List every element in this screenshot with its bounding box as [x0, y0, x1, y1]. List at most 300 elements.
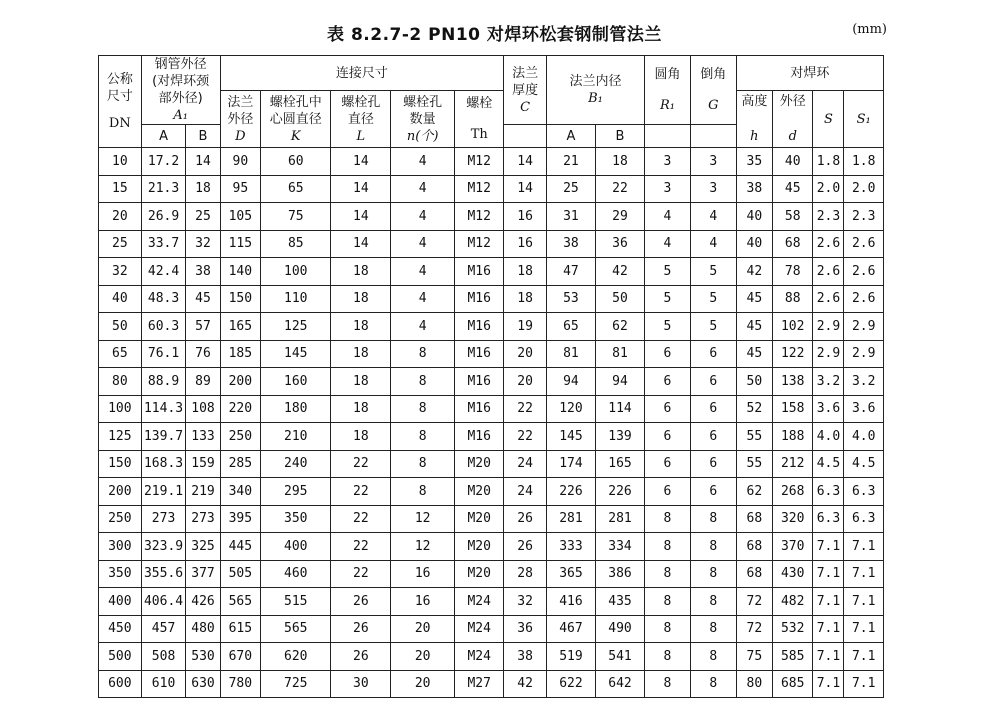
- table-cell: 26: [331, 615, 391, 643]
- table-cell: 6: [645, 450, 691, 478]
- table-cell: 565: [220, 588, 261, 616]
- table-cell: 386: [595, 560, 644, 588]
- table-cell: 55: [736, 423, 772, 451]
- table-cell: 4.0: [813, 423, 844, 451]
- table-cell: 7.1: [844, 615, 884, 643]
- table-cell: 519: [546, 643, 595, 671]
- table-cell: 25: [99, 230, 142, 258]
- table-cell: 8: [391, 395, 455, 423]
- table-cell: 250: [220, 423, 261, 451]
- table-cell: 219: [186, 478, 220, 506]
- table-cell: 30: [331, 670, 391, 698]
- header-bolt-qty: 螺栓孔 数量 n(个): [391, 91, 455, 148]
- header-bore-a: A: [546, 125, 595, 148]
- table-cell: 400: [261, 533, 331, 561]
- table-cell: 18: [504, 285, 547, 313]
- table-cell: 4: [391, 175, 455, 203]
- table-cell: 7.1: [813, 533, 844, 561]
- table-cell: 268: [772, 478, 813, 506]
- table-cell: 20: [391, 670, 455, 698]
- table-cell: 75: [261, 203, 331, 231]
- table-cell: 26: [331, 588, 391, 616]
- table-cell: 406.4: [141, 588, 186, 616]
- table-cell: 114: [595, 395, 644, 423]
- table-cell: 7.1: [844, 533, 884, 561]
- table-cell: 12: [391, 505, 455, 533]
- table-cell: 2.3: [844, 203, 884, 231]
- header-bore: 法兰内径 B₁: [546, 56, 644, 125]
- table-cell: 68: [736, 533, 772, 561]
- header-ring-s1: S₁: [844, 91, 884, 148]
- table-cell: 6: [690, 395, 736, 423]
- table-cell: 7.1: [813, 643, 844, 671]
- header-fillet: 圆角 R₁: [645, 56, 691, 125]
- table-cell: 22: [331, 533, 391, 561]
- table-cell: 40: [736, 203, 772, 231]
- table-cell: M24: [455, 615, 504, 643]
- table-cell: 8: [690, 643, 736, 671]
- table-cell: 145: [546, 423, 595, 451]
- table-cell: 622: [546, 670, 595, 698]
- header-chamfer: 倒角 G: [690, 56, 736, 125]
- table-cell: 685: [772, 670, 813, 698]
- table-cell: 105: [220, 203, 261, 231]
- table-cell: 122: [772, 340, 813, 368]
- table-row: [99, 505, 884, 533]
- table-cell: 8: [690, 533, 736, 561]
- table-cell: 60.3: [141, 313, 186, 341]
- table-cell: 515: [261, 588, 331, 616]
- table-cell: 210: [261, 423, 331, 451]
- table-row: [99, 368, 884, 396]
- table-cell: 7.1: [844, 670, 884, 698]
- table-cell: 365: [546, 560, 595, 588]
- table-cell: 16: [504, 230, 547, 258]
- table-cell: 60: [261, 148, 331, 176]
- table-cell: 55: [736, 450, 772, 478]
- table-cell: 4: [391, 203, 455, 231]
- header-c: [504, 125, 547, 148]
- table-cell: 500: [99, 643, 142, 671]
- table-cell: 530: [186, 643, 220, 671]
- table-cell: 8: [690, 505, 736, 533]
- table-cell: M12: [455, 203, 504, 231]
- table-cell: 457: [141, 615, 186, 643]
- header-ring-od: 外径 d: [772, 91, 813, 148]
- table-cell: 165: [220, 313, 261, 341]
- table-cell: M16: [455, 340, 504, 368]
- header-bolt-circle: 螺栓孔中 心圆直径 K: [261, 91, 331, 148]
- table-cell: 18: [331, 340, 391, 368]
- table-cell: 36: [595, 230, 644, 258]
- table-cell: 20: [99, 203, 142, 231]
- table-cell: 102: [772, 313, 813, 341]
- table-cell: 281: [546, 505, 595, 533]
- table-cell: 8: [391, 368, 455, 396]
- table-cell: 3.2: [813, 368, 844, 396]
- table-cell: 3.6: [844, 395, 884, 423]
- table-cell: 21: [546, 148, 595, 176]
- header-r: [645, 125, 691, 148]
- table-cell: 80: [736, 670, 772, 698]
- table-cell: 426: [186, 588, 220, 616]
- header-thickness: 法兰 厚度 C: [504, 56, 547, 125]
- table-row: [99, 203, 884, 231]
- table-cell: 16: [504, 203, 547, 231]
- table-cell: 416: [546, 588, 595, 616]
- table-cell: 18: [595, 148, 644, 176]
- table-cell: 333: [546, 533, 595, 561]
- table-cell: 32: [186, 230, 220, 258]
- header-pipe-od: 钢管外径 (对焊环颈 部外径) A₁: [141, 56, 220, 125]
- table-cell: 6: [690, 450, 736, 478]
- table-cell: 4: [391, 285, 455, 313]
- table-cell: 42.4: [141, 258, 186, 286]
- table-cell: 2.6: [844, 285, 884, 313]
- table-cell: M20: [455, 505, 504, 533]
- table-cell: M12: [455, 230, 504, 258]
- table-cell: 145: [261, 340, 331, 368]
- header-bolt-hole: 螺栓孔 直径 L: [331, 91, 391, 148]
- table-cell: 18: [186, 175, 220, 203]
- table-cell: 355.6: [141, 560, 186, 588]
- table-cell: 95: [220, 175, 261, 203]
- table-cell: 2.0: [844, 175, 884, 203]
- table-row: [99, 643, 884, 671]
- table-cell: 76: [186, 340, 220, 368]
- table-cell: 22: [331, 478, 391, 506]
- table-cell: 5: [690, 313, 736, 341]
- table-cell: 47: [546, 258, 595, 286]
- table-cell: M24: [455, 643, 504, 671]
- table-cell: 81: [546, 340, 595, 368]
- table-cell: 12: [391, 533, 455, 561]
- table-cell: 22: [504, 395, 547, 423]
- table-cell: 48.3: [141, 285, 186, 313]
- table-row: [99, 450, 884, 478]
- table-cell: M20: [455, 533, 504, 561]
- table-cell: 3: [645, 148, 691, 176]
- table-cell: 6: [690, 340, 736, 368]
- table-cell: 395: [220, 505, 261, 533]
- table-cell: 8: [690, 560, 736, 588]
- table-cell: 68: [736, 560, 772, 588]
- table-cell: 20: [504, 368, 547, 396]
- table-cell: 6: [645, 340, 691, 368]
- table-cell: 140: [220, 258, 261, 286]
- unit-label: (mm): [852, 22, 887, 37]
- table-cell: 6: [690, 423, 736, 451]
- table-cell: M20: [455, 478, 504, 506]
- table-cell: 6: [645, 478, 691, 506]
- table-cell: 4: [645, 203, 691, 231]
- table-cell: 14: [331, 148, 391, 176]
- table-cell: 58: [772, 203, 813, 231]
- table-cell: 8: [690, 588, 736, 616]
- table-cell: 85: [261, 230, 331, 258]
- table-cell: 50: [595, 285, 644, 313]
- table-cell: 150: [99, 450, 142, 478]
- table-cell: 2.6: [844, 230, 884, 258]
- table-cell: 18: [331, 285, 391, 313]
- table-cell: 18: [331, 313, 391, 341]
- table-cell: 2.6: [813, 230, 844, 258]
- table-cell: 2.6: [844, 258, 884, 286]
- table-cell: 4: [391, 258, 455, 286]
- table-cell: 158: [772, 395, 813, 423]
- table-cell: 8: [391, 340, 455, 368]
- header-bolt: 螺栓 Th: [455, 91, 504, 148]
- header-a: A: [141, 125, 186, 148]
- table-cell: 240: [261, 450, 331, 478]
- table-cell: 115: [220, 230, 261, 258]
- table-cell: 532: [772, 615, 813, 643]
- table-cell: 3: [690, 148, 736, 176]
- table-cell: 8: [645, 533, 691, 561]
- table-cell: 18: [331, 368, 391, 396]
- table-cell: 165: [595, 450, 644, 478]
- table-cell: 5: [645, 258, 691, 286]
- table-cell: 26.9: [141, 203, 186, 231]
- table-cell: 50: [99, 313, 142, 341]
- table-cell: 180: [261, 395, 331, 423]
- table-cell: 15: [99, 175, 142, 203]
- table-cell: 7.1: [844, 588, 884, 616]
- table-cell: 45: [736, 285, 772, 313]
- table-cell: 226: [595, 478, 644, 506]
- table-body: [99, 148, 884, 698]
- table-cell: 18: [331, 423, 391, 451]
- table-cell: 89: [186, 368, 220, 396]
- table-cell: 108: [186, 395, 220, 423]
- table-cell: 226: [546, 478, 595, 506]
- table-cell: 31: [546, 203, 595, 231]
- table-cell: M16: [455, 395, 504, 423]
- table-cell: 36: [504, 615, 547, 643]
- table-cell: 18: [331, 258, 391, 286]
- table-row: [99, 148, 884, 176]
- table-cell: 3: [645, 175, 691, 203]
- header-g: [690, 125, 736, 148]
- table-cell: 68: [736, 505, 772, 533]
- table-cell: M16: [455, 258, 504, 286]
- table-title: 表 8.2.7-2 PN10 对焊环松套钢制管法兰: [327, 25, 662, 45]
- table-cell: 75: [736, 643, 772, 671]
- table-row: [99, 423, 884, 451]
- table-cell: 14: [186, 148, 220, 176]
- header-dn: 公称 尺寸 DN: [99, 56, 142, 148]
- table-cell: 100: [261, 258, 331, 286]
- table-cell: 42: [595, 258, 644, 286]
- table-cell: 2.6: [813, 258, 844, 286]
- table-cell: 295: [261, 478, 331, 506]
- table-cell: 185: [220, 340, 261, 368]
- table-cell: 72: [736, 588, 772, 616]
- table-cell: 4: [391, 148, 455, 176]
- table-cell: 81: [595, 340, 644, 368]
- table-cell: 80: [99, 368, 142, 396]
- table-cell: 38: [186, 258, 220, 286]
- table-cell: 8: [391, 478, 455, 506]
- table-row: [99, 313, 884, 341]
- table-cell: 200: [220, 368, 261, 396]
- table-cell: 53: [546, 285, 595, 313]
- table-cell: 33.7: [141, 230, 186, 258]
- table-cell: 7.1: [813, 588, 844, 616]
- table-cell: 20: [391, 615, 455, 643]
- table-cell: 20: [504, 340, 547, 368]
- table-cell: 780: [220, 670, 261, 698]
- table-cell: 42: [504, 670, 547, 698]
- header-row-1: [99, 56, 884, 91]
- table-cell: 2.3: [813, 203, 844, 231]
- table-cell: 65: [546, 313, 595, 341]
- table-cell: 220: [220, 395, 261, 423]
- table-row: [99, 340, 884, 368]
- table-cell: 2.9: [813, 313, 844, 341]
- table-cell: 10: [99, 148, 142, 176]
- table-cell: 24: [504, 478, 547, 506]
- table-cell: 3.6: [813, 395, 844, 423]
- table-cell: 565: [261, 615, 331, 643]
- table-row: [99, 560, 884, 588]
- table-row: [99, 285, 884, 313]
- table-cell: 400: [99, 588, 142, 616]
- table-cell: 615: [220, 615, 261, 643]
- table-cell: 20: [391, 643, 455, 671]
- table-cell: 38: [736, 175, 772, 203]
- table-cell: 4: [391, 313, 455, 341]
- table-cell: 212: [772, 450, 813, 478]
- table-cell: 14: [504, 175, 547, 203]
- table-cell: 125: [99, 423, 142, 451]
- table-cell: 7.1: [844, 643, 884, 671]
- header-connection: 连接尺寸: [220, 56, 504, 91]
- table-cell: 160: [261, 368, 331, 396]
- table-cell: 219.1: [141, 478, 186, 506]
- table-cell: 5: [645, 313, 691, 341]
- table-cell: M20: [455, 450, 504, 478]
- table-cell: 17.2: [141, 148, 186, 176]
- table-cell: 26: [504, 505, 547, 533]
- table-cell: 325: [186, 533, 220, 561]
- table-cell: 320: [772, 505, 813, 533]
- table-cell: 670: [220, 643, 261, 671]
- table-cell: 4.5: [844, 450, 884, 478]
- table-cell: 188: [772, 423, 813, 451]
- table-cell: 14: [331, 203, 391, 231]
- table-cell: 3.2: [844, 368, 884, 396]
- table-cell: 450: [99, 615, 142, 643]
- table-cell: 4: [690, 230, 736, 258]
- table-cell: 200: [99, 478, 142, 506]
- table-cell: 139: [595, 423, 644, 451]
- table-cell: 159: [186, 450, 220, 478]
- table-cell: 38: [504, 643, 547, 671]
- table-cell: 620: [261, 643, 331, 671]
- table-cell: 16: [391, 588, 455, 616]
- table-cell: 8: [645, 560, 691, 588]
- table-cell: 57: [186, 313, 220, 341]
- table-cell: 72: [736, 615, 772, 643]
- table-cell: 138: [772, 368, 813, 396]
- table-cell: M12: [455, 148, 504, 176]
- table-cell: 40: [772, 148, 813, 176]
- table-cell: 14: [331, 175, 391, 203]
- table-cell: 4.5: [813, 450, 844, 478]
- table-cell: 68: [772, 230, 813, 258]
- table-cell: 22: [595, 175, 644, 203]
- table-cell: 1.8: [813, 148, 844, 176]
- table-cell: M16: [455, 423, 504, 451]
- table-cell: M20: [455, 560, 504, 588]
- table-cell: 8: [690, 670, 736, 698]
- table-cell: 8: [645, 643, 691, 671]
- table-cell: 541: [595, 643, 644, 671]
- table-cell: 21.3: [141, 175, 186, 203]
- table-cell: 6: [645, 423, 691, 451]
- table-cell: 2.9: [813, 340, 844, 368]
- header-ring-height: 高度 h: [736, 91, 772, 148]
- table-cell: 40: [736, 230, 772, 258]
- table-row: [99, 175, 884, 203]
- table-cell: 8: [645, 615, 691, 643]
- table-cell: 6: [645, 368, 691, 396]
- flange-table: [98, 55, 884, 698]
- table-cell: M12: [455, 175, 504, 203]
- table-row: [99, 670, 884, 698]
- table-cell: 6.3: [813, 505, 844, 533]
- table-cell: 65: [99, 340, 142, 368]
- table-cell: 8: [690, 615, 736, 643]
- table-cell: 4: [690, 203, 736, 231]
- table-cell: 26: [504, 533, 547, 561]
- table-cell: 5: [690, 258, 736, 286]
- table-cell: 7.1: [813, 670, 844, 698]
- table-row: [99, 258, 884, 286]
- table-cell: 8: [645, 505, 691, 533]
- table-cell: 7.1: [844, 560, 884, 588]
- table-cell: 19: [504, 313, 547, 341]
- table-cell: 6: [690, 478, 736, 506]
- table-cell: 334: [595, 533, 644, 561]
- table-cell: 8: [645, 588, 691, 616]
- table-row: [99, 588, 884, 616]
- table-cell: 40: [99, 285, 142, 313]
- table-cell: 22: [331, 560, 391, 588]
- table-cell: 22: [331, 505, 391, 533]
- table-cell: 610: [141, 670, 186, 698]
- table-cell: 94: [595, 368, 644, 396]
- table-cell: 4.0: [844, 423, 884, 451]
- table-cell: 65: [261, 175, 331, 203]
- table-cell: 482: [772, 588, 813, 616]
- table-cell: 42: [736, 258, 772, 286]
- table-cell: 508: [141, 643, 186, 671]
- table-cell: M16: [455, 285, 504, 313]
- table-row: [99, 230, 884, 258]
- table-cell: 6.3: [844, 478, 884, 506]
- table-row: [99, 533, 884, 561]
- table-cell: 600: [99, 670, 142, 698]
- table-cell: 505: [220, 560, 261, 588]
- table-cell: 273: [141, 505, 186, 533]
- table-cell: 273: [186, 505, 220, 533]
- table-cell: 78: [772, 258, 813, 286]
- table-cell: 630: [186, 670, 220, 698]
- table-row: [99, 478, 884, 506]
- table-cell: 6.3: [844, 505, 884, 533]
